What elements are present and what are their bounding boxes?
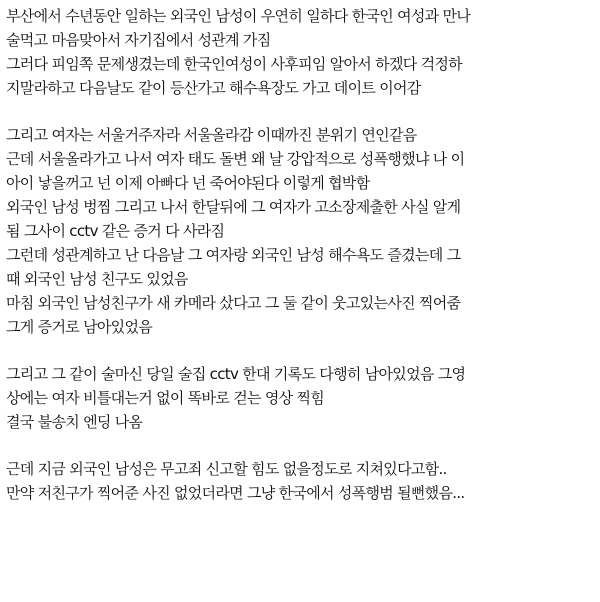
post-body xyxy=(6,4,596,505)
text-line: 만약 저친구가 찍어준 사진 없었더라면 그냥 한국에서 성폭행범 될뻔했음... xyxy=(6,484,465,502)
text-line: 그게 증거로 남아있었음 xyxy=(6,318,153,336)
text-line: 그리고 그 같이 술마신 당일 술집 cctv 한대 기록도 다행히 남아있었음 그영 xyxy=(6,365,466,383)
text-line: 부산에서 수년동안 일하는 외국인 남성이 우연히 일하다 한국인 여성과 만나 xyxy=(6,7,471,25)
text-line: 그러다 피임쪽 문제생겼는데 한국인여성이 사후피임 알아서 하겠다 걱정하 xyxy=(6,55,462,73)
paragraph xyxy=(6,362,596,434)
text-line: 외국인 남성 벙찜 그리고 나서 한달뒤에 그 여자가 고소장제출한 사실 알게 xyxy=(6,198,461,216)
paragraph-gap xyxy=(6,434,596,457)
text-line: 술먹고 마음맞아서 자기집에서 성관계 가짐 xyxy=(6,31,271,49)
text-line: 결국 불송치 엔딩 나옴 xyxy=(6,413,143,431)
text-line: 때 외국인 남성 친구도 있었음 xyxy=(6,270,188,288)
text-line: 그리고 여자는 서울거주자라 서울올라감 이때까진 분위기 연인같음 xyxy=(6,126,417,144)
paragraph xyxy=(6,457,596,505)
text-line: 마침 외국인 남성친구가 새 카메라 샀다고 그 둘 같이 웃고있는사진 찍어줌 xyxy=(6,294,461,312)
text-line: 지말라하고 다음날도 같이 등산가고 해수욕장도 가고 데이트 이어감 xyxy=(6,79,421,97)
text-line: 아이 낳을꺼고 넌 이제 아빠다 넌 죽어야된다 이렇게 협박함 xyxy=(6,174,370,192)
text-line: 됨 그사이 cctv 같은 증거 다 사라짐 xyxy=(6,222,225,240)
paragraph xyxy=(6,4,596,100)
text-line: 근데 서울올라가고 나서 여자 태도 돌변 왜 날 강압적으로 성폭행했냐 나 이 xyxy=(6,150,465,168)
text-line: 그런데 성관계하고 난 다음날 그 여자랑 외국인 남성 해수욕도 즐겼는데 그 xyxy=(6,246,461,264)
paragraph-gap xyxy=(6,100,596,123)
text-line: 상에는 여자 비틀대는거 없이 똑바로 걷는 영상 찍힘 xyxy=(6,389,325,407)
text-line: 근데 지금 외국인 남성은 무고죄 신고할 힘도 없을정도로 지쳐있다고함.. xyxy=(6,460,447,478)
paragraph-gap xyxy=(6,339,596,362)
paragraph xyxy=(6,123,596,339)
